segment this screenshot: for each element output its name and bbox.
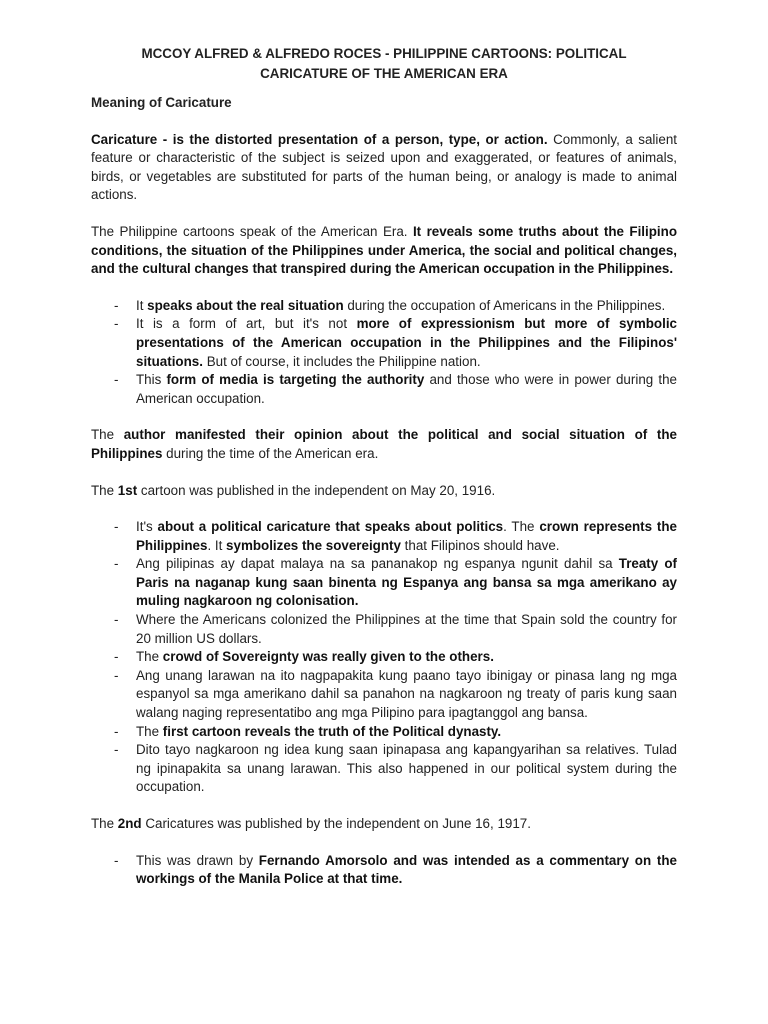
definition-paragraph (91, 131, 677, 205)
title-line-2: CARICATURE OF THE AMERICAN ERA (260, 66, 508, 81)
dash-marker: - (114, 649, 119, 665)
dash-marker: - (114, 556, 119, 572)
first-cartoon-paragraph (91, 482, 677, 501)
list-item (91, 648, 677, 667)
item-text: during the occupation of Americans in the Philippines. (343, 297, 666, 313)
list-item (91, 518, 677, 555)
item-bold: form of media is targeting the authority (166, 372, 425, 388)
item-text: . It (207, 537, 227, 553)
item-text: This (136, 372, 167, 388)
second-text: The (91, 816, 118, 831)
definition-bold: Caricature - is the distorted presentation of a person, type, or action. (91, 131, 548, 147)
list-item (91, 297, 677, 316)
item-text: Ang pilipinas ay dapat malaya na sa pananakop ng espanya ngunit dahil sa (136, 556, 619, 572)
author-text: The (91, 427, 124, 443)
bullet-list-3 (91, 852, 677, 889)
list-item (91, 555, 677, 611)
intro-text: The Philippine cartoons speak of the American Era. (91, 223, 413, 239)
item-text: The (136, 649, 163, 665)
dash-marker: - (114, 723, 119, 739)
definition-text: Commonly, a salient feature or characteristic of the subject is seized upon and exaggerated, or features of animals, birds, or vegetables are substituted for parts of the human being, or analogy is made to animal actions. (91, 131, 677, 203)
item-bold: Treaty of Paris na naganap kung saan binenta ng Espanya ang bansa sa mga amerikano ay muling nagkaroon ng colonisation. (136, 556, 677, 609)
intro-paragraph (91, 223, 677, 279)
item-text: Where the Americans colonized the Philippines at the time that Spain sold the country for 20 million US dollars. (136, 612, 677, 646)
item-text: The (136, 723, 163, 739)
item-bold: first cartoon reveals the truth of the Political dynasty. (162, 723, 502, 739)
dash-marker: - (114, 372, 119, 388)
item-text: It's (136, 519, 158, 535)
item-text: Ang unang larawan na ito nagpapakita kung paano tayo ibinigay or pinasa lang ng mga espanyol sa mga amerikano dahil sa panahon na nagkaroon ng treaty of paris kung saan walang naging representatibo ang mga Pilipino para ipagtanggol ang bansa. (136, 667, 677, 721)
dash-marker: - (114, 852, 119, 868)
item-text: It (136, 297, 148, 313)
bullet-list-1 (91, 297, 677, 409)
first-text: The (91, 482, 118, 498)
list-item (91, 611, 677, 648)
first-bold: 1st (117, 482, 138, 498)
list-item (91, 741, 677, 797)
list-item (91, 315, 677, 371)
dash-marker: - (114, 297, 119, 313)
second-text: Caricatures was published by the independent on June 16, 1917. (141, 816, 531, 831)
item-bold: symbolizes the sovereignty (226, 537, 401, 553)
list-item (91, 371, 677, 408)
author-paragraph (91, 426, 677, 463)
second-cartoon-paragraph (91, 815, 677, 834)
item-bold: about a political caricature that speaks about politics (157, 519, 504, 535)
dash-marker: - (114, 519, 119, 535)
dash-marker: - (114, 742, 119, 758)
item-text: But of course, it includes the Philippine nation. (202, 353, 481, 369)
item-bold: crown represents the Philippines (136, 519, 677, 553)
document-title (91, 44, 677, 84)
author-text: during the time of the American era. (162, 445, 379, 461)
item-text: that Filipinos should have. (400, 537, 560, 553)
first-text: cartoon was published in the independent on May 20, 1916. (137, 482, 496, 498)
item-bold: crowd of Sovereignty was really given to the others. (162, 649, 494, 665)
dash-marker: - (114, 612, 119, 628)
item-bold: more of expressionism but more of symbolic presentations of the American occupation in the Philippines and the Filipinos' situations. (136, 316, 677, 369)
intro-bold: It reveals some truths about the Filipino conditions, the situation of the Philippines under America, the social and political changes, and the cultural changes that transpired during the American occupation in the Philippines. (91, 223, 678, 277)
list-item (91, 723, 677, 742)
list-item (91, 852, 677, 889)
item-text: This was drawn by (136, 852, 259, 868)
dash-marker: - (114, 316, 119, 332)
bullet-list-2 (91, 518, 677, 797)
second-bold: 2nd (117, 816, 142, 831)
section-heading: Meaning of Caricature (91, 95, 232, 110)
list-item (91, 667, 677, 723)
item-text: and those who were in power during the American occupation. (136, 372, 677, 406)
author-bold: author manifested their opinion about the political and social situation of the Philippines (91, 427, 678, 461)
item-text: Dito tayo nagkaroon ng idea kung saan ipinapasa ang kapangyarihan sa relatives. Tulad ng ipinapakita sa unang larawan. This also happened in our political system during the occupation. (136, 742, 677, 795)
item-bold: Fernando Amorsolo and was intended as a commentary on the workings of the Manila Police at that time. (136, 852, 678, 887)
item-bold: speaks about the real situation (147, 297, 344, 313)
item-text: It is a form of art, but it's not (136, 316, 357, 332)
dash-marker: - (114, 667, 119, 683)
item-text: . The (503, 519, 540, 535)
title-line-1: MCCOY ALFRED & ALFREDO ROCES - PHILIPPINE CARTOONS: POLITICAL (141, 46, 627, 61)
